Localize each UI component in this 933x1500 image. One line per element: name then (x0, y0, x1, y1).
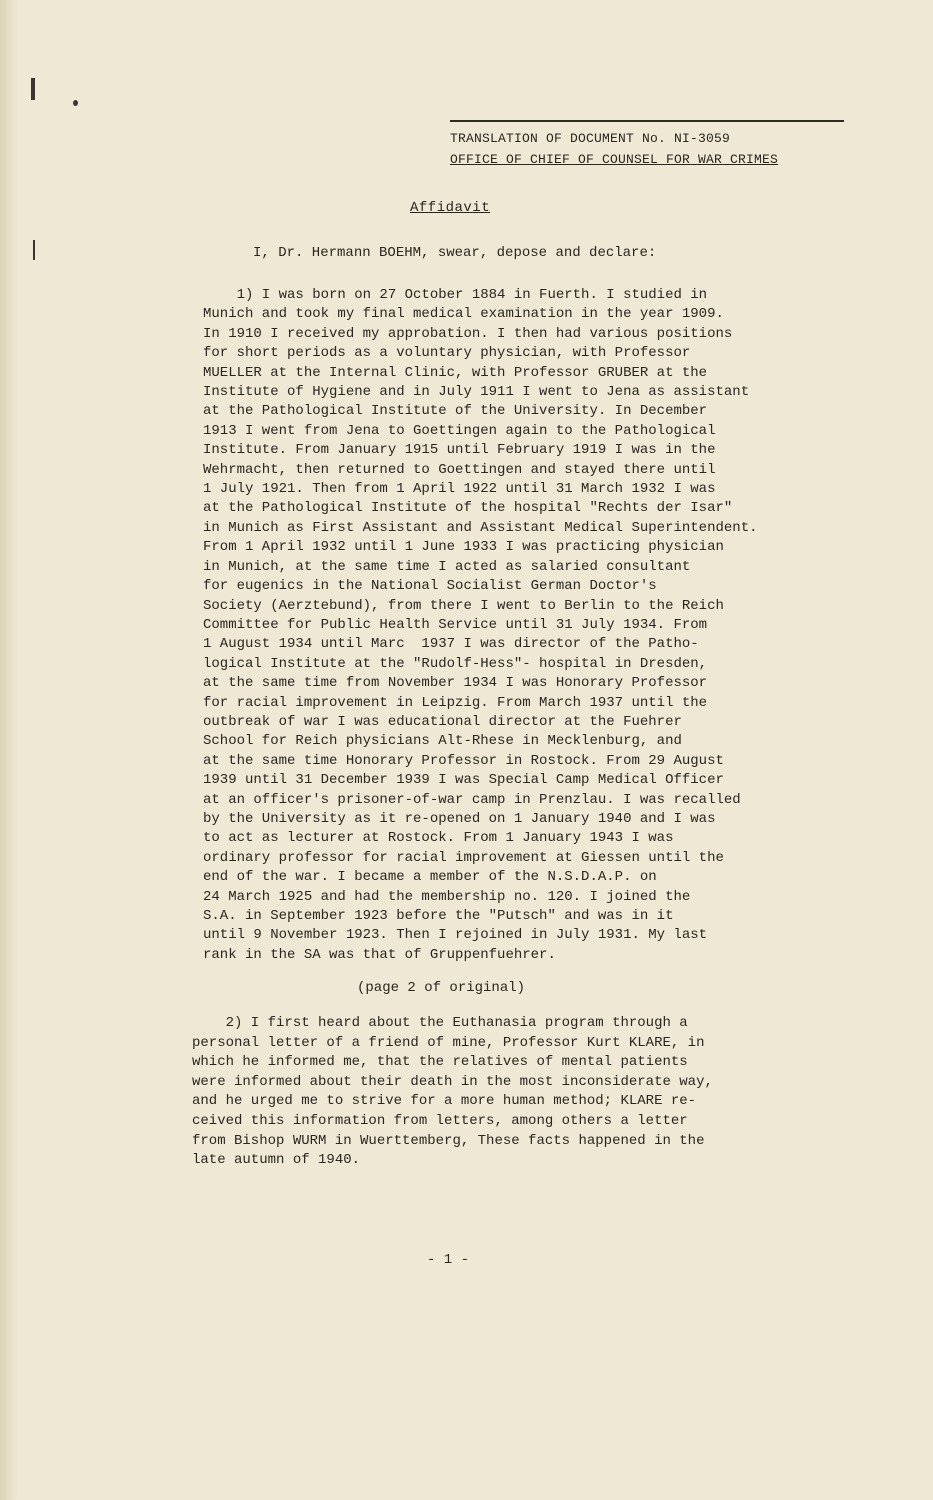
text-line: Committee for Public Health Service until 31 July 1934. From (203, 616, 708, 633)
text-line: at the same time Honorary Professor in Rostock. From 29 August (203, 752, 724, 769)
text-line: From 1 April 1932 until 1 June 1933 I was practicing physician (203, 539, 724, 556)
text-line: S.A. in September 1923 before the "Putsch" and was in it (203, 908, 674, 924)
text-line: Wehrmacht, then returned to Goettingen and stayed there until (203, 461, 716, 478)
binding-mark (73, 100, 78, 106)
text-line: MUELLER at the Internal Clinic, with Professor GRUBER at the (203, 364, 708, 381)
text-line: Munich and took my final medical examination in the year 1909. (203, 306, 724, 323)
binding-mark (33, 240, 35, 260)
text-line: 1 July 1921. Then from 1 April 1922 until 31 March 1932 I was (203, 481, 716, 498)
text-line: ceived this information from letters, among others a letter (192, 1112, 688, 1129)
text-line: In 1910 I received my approbation. I then had various positions (203, 325, 733, 342)
text-line: which he informed me, that the relatives of mental patients (192, 1054, 688, 1071)
text-line: until 9 November 1923. Then I rejoined in July 1931. My last (203, 927, 708, 944)
header-line-1: TRANSLATION OF DOCUMENT No. NI-3059 (450, 131, 731, 146)
text-line: 1 August 1934 until Marc 1937 I was director of the Patho- (203, 636, 699, 653)
text-line: Institute. From January 1915 until February 1919 I was in the (203, 442, 716, 459)
text-line: for eugenics in the National Socialist German Doctor's (203, 578, 657, 595)
text-line: 24 March 1925 and had the membership no. 120. I joined the (203, 888, 691, 905)
text-line: and he urged me to strive for a more human method; KLARE re- (192, 1093, 697, 1110)
text-line: from Bishop WURM in Wuerttemberg, These facts happened in the (192, 1132, 705, 1149)
text-line: at the Pathological Institute of the University. In December (203, 403, 708, 420)
text-line: in Munich, at the same time I acted as salaried consultant (203, 558, 691, 575)
text-line: Institute of Hygiene and in July 1911 I went to Jena as assistant (203, 384, 750, 401)
text-line: logical Institute at the "Rudolf-Hess"- hospital in Dresden, (203, 655, 708, 672)
page-edge-shadow (0, 0, 18, 1500)
text-line: 1939 until 31 December 1939 I was Special Camp Medical Officer (203, 772, 724, 789)
text-line: were informed about their death in the most inconsiderate way, (192, 1073, 713, 1090)
text-line: at an officer's prisoner-of-war camp in Prenzlau. I was recalled (203, 791, 741, 808)
text-line: School for Reich physicians Alt-Rhese in Mecklenburg, and (203, 733, 682, 750)
text-line: rank in the SA was that of Gruppenfuehrer. (203, 946, 556, 963)
text-line: 1) I was born on 27 October 1884 in Fuerth. I studied in (203, 287, 708, 303)
document-title: Affidavit (410, 200, 491, 216)
header-rule (450, 120, 844, 122)
text-line: 2) I first heard about the Euthanasia program through a (192, 1015, 688, 1031)
text-line: 1913 I went from Jena to Goettingen again to the Pathological (203, 422, 716, 439)
document-header (450, 120, 844, 170)
header-line-2: OFFICE OF CHIEF OF COUNSEL FOR WAR CRIMES (450, 152, 779, 167)
text-line: Society (Aerztebund), from there I went to Berlin to the Reich (203, 597, 724, 614)
text-line: personal letter of a friend of mine, Professor Kurt KLARE, in (192, 1034, 705, 1051)
text-line: to act as lecturer at Rostock. From 1 January 1943 I was (203, 830, 674, 847)
text-line: at the Pathological Institute of the hospital "Rechts der Isar" (203, 500, 733, 517)
paragraph-2 (192, 1014, 832, 1171)
page-number: - 1 - (427, 1252, 470, 1268)
page-note: (page 2 of original) (357, 980, 526, 996)
text-line: for short periods as a voluntary physician, with Professor (203, 345, 691, 362)
text-line: end of the war. I became a member of the N.S.D.A.P. on (203, 869, 657, 886)
text-line: in Munich as First Assistant and Assistant Medical Superintendent. (203, 519, 758, 536)
text-line: ordinary professor for racial improvement at Giessen until the (203, 849, 724, 866)
text-line: at the same time from November 1934 I was Honorary Professor (203, 675, 708, 692)
text-line: for racial improvement in Leipzig. From March 1937 until the (203, 694, 708, 711)
binding-mark (31, 78, 35, 100)
text-line: late autumn of 1940. (192, 1152, 361, 1169)
intro-line: I, Dr. Hermann BOEHM, swear, depose and declare: (253, 245, 657, 261)
text-line: by the University as it re-opened on 1 January 1940 and I was (203, 810, 716, 827)
paragraph-1 (203, 286, 843, 965)
text-line: outbreak of war I was educational director at the Fuehrer (203, 713, 682, 730)
